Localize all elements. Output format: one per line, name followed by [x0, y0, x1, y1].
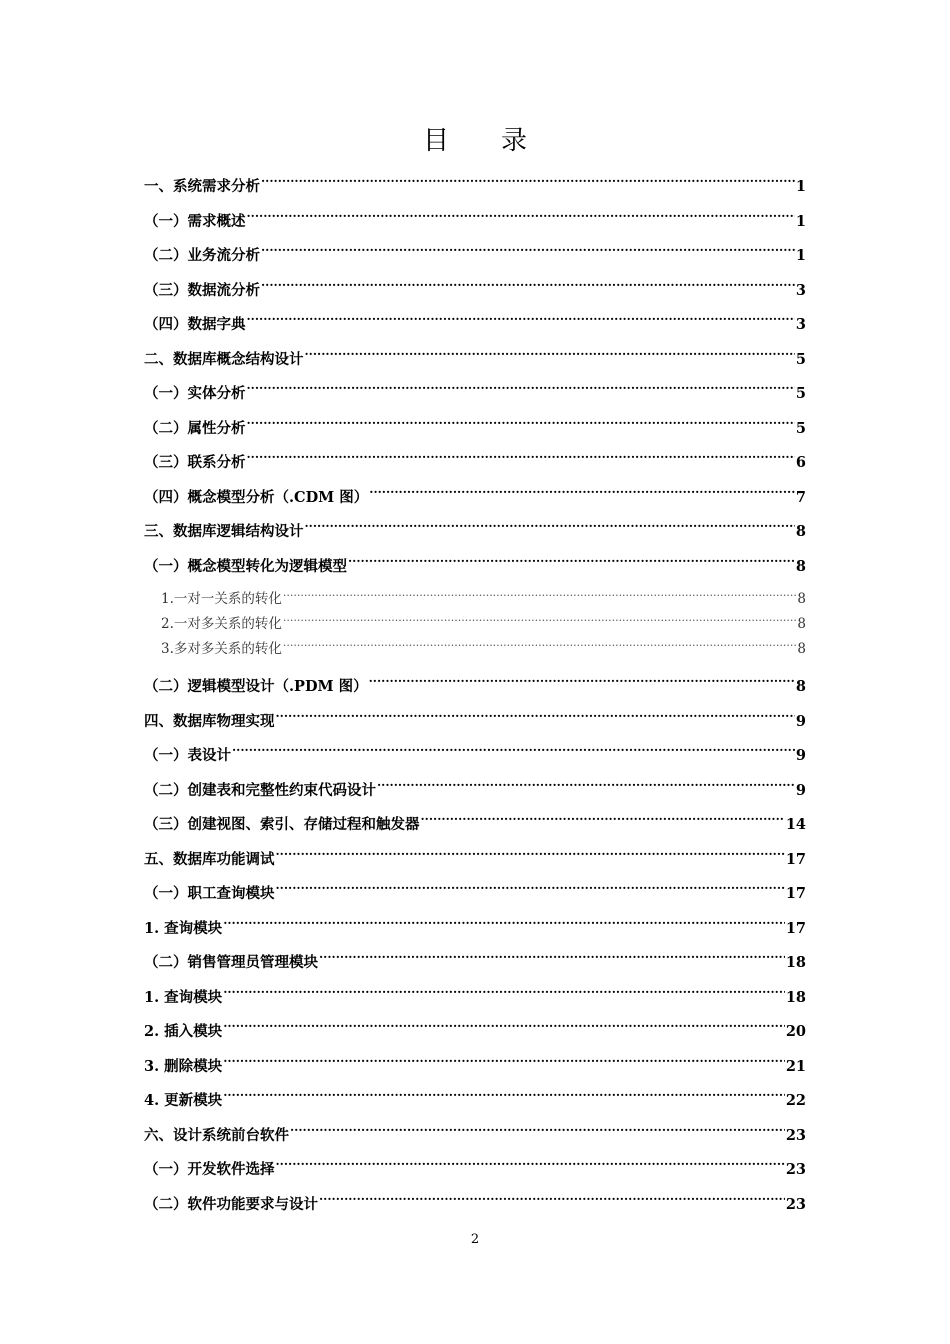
- toc-entry-label: （三）创建视图、索引、存储过程和触发器: [144, 816, 420, 833]
- toc-dot-leader: [276, 884, 785, 899]
- toc-dot-leader: [223, 1022, 785, 1037]
- toc-dot-leader: [223, 918, 785, 933]
- toc-entry-page-number: 23: [785, 1195, 806, 1213]
- toc-entry-label: 4. 更新模块: [144, 1092, 223, 1109]
- toc-entry[interactable]: [144, 810, 806, 840]
- toc-entry-label: （一）开发软件选择: [144, 1161, 275, 1178]
- toc-entry[interactable]: [144, 672, 806, 702]
- toc-entry-page-number: 8: [797, 640, 806, 657]
- toc-dot-leader: [319, 953, 785, 968]
- toc-entry[interactable]: [144, 587, 806, 611]
- toc-entry[interactable]: [144, 448, 806, 478]
- toc-dot-leader: [319, 1194, 785, 1209]
- toc-entry-page-number: 21: [785, 1057, 806, 1075]
- toc-entry[interactable]: [144, 483, 806, 513]
- toc-entry[interactable]: [144, 776, 806, 806]
- toc-entry-page-number: 20: [785, 1023, 806, 1040]
- toc-entry-page-number: 5: [795, 419, 806, 437]
- toc-dot-leader: [276, 1160, 785, 1175]
- toc-entry-label: （二）业务流分析: [144, 247, 260, 264]
- toc-dot-leader: [283, 639, 797, 653]
- toc-entry[interactable]: [144, 1086, 806, 1116]
- toc-dot-leader: [348, 556, 795, 571]
- toc-entry-label: （二）逻辑模型设计（.PDM 图）: [144, 678, 368, 695]
- toc-dot-leader: [247, 453, 795, 468]
- toc-entry-label: 三、数据库逻辑结构设计: [144, 523, 304, 540]
- toc-entry-page-number: 14: [785, 816, 806, 833]
- toc-dot-leader: [369, 487, 795, 502]
- toc-dot-leader: [247, 211, 795, 226]
- toc-dot-leader: [369, 677, 795, 692]
- toc-entry[interactable]: [144, 517, 806, 547]
- toc-entry-page-number: 5: [795, 385, 806, 402]
- toc-entry[interactable]: [144, 983, 806, 1013]
- toc-entry-label: 五、数据库功能调试: [144, 850, 275, 868]
- toc-dot-leader: [261, 246, 795, 261]
- toc-entry-page-number: 8: [797, 616, 806, 632]
- toc-entry-page-number: 17: [785, 885, 806, 902]
- toc-entry-label: （二）创建表和完整性约束代码设计: [144, 781, 376, 799]
- toc-entry[interactable]: [144, 914, 806, 944]
- toc-dot-leader: [247, 315, 795, 330]
- toc-entry[interactable]: [144, 612, 806, 636]
- toc-entry[interactable]: [144, 1121, 806, 1151]
- toc-entry[interactable]: [144, 414, 806, 444]
- toc-entry-label: （一）职工查询模块: [144, 885, 275, 902]
- toc-entry-label: 一、系统需求分析: [144, 178, 260, 195]
- toc-entry-label: 3.多对多关系的转化: [161, 640, 282, 657]
- toc-entry-label: 六、设计系统前台软件: [144, 1126, 289, 1144]
- toc-dot-leader: [223, 987, 785, 1002]
- toc-entry-page-number: 9: [795, 781, 806, 799]
- toc-dot-leader: [247, 384, 795, 399]
- toc-entry-page-number: 7: [795, 488, 806, 506]
- toc-entry[interactable]: [144, 741, 806, 771]
- toc-entry-label: 1. 查询模块: [144, 919, 223, 937]
- page-title: 目 录: [422, 126, 527, 156]
- toc-entry-page-number: 17: [785, 850, 806, 868]
- toc-entry-page-number: 8: [797, 591, 806, 607]
- toc-dot-leader: [377, 780, 795, 795]
- toc-entry-label: 四、数据库物理实现: [144, 712, 275, 730]
- toc-entry[interactable]: [144, 276, 806, 306]
- toc-entry-label: 1. 查询模块: [144, 988, 223, 1006]
- toc-entry-label: 1.一对一关系的转化: [161, 591, 282, 607]
- toc-entry-page-number: 8: [795, 678, 806, 695]
- toc-dot-leader: [283, 615, 797, 629]
- toc-entry[interactable]: [144, 379, 806, 409]
- toc-entry-page-number: 17: [785, 919, 806, 937]
- toc-entry-page-number: 23: [785, 1161, 806, 1178]
- toc-entry[interactable]: [144, 241, 806, 271]
- toc-entry-page-number: 22: [785, 1092, 806, 1109]
- toc-dot-leader: [305, 522, 795, 537]
- toc-dot-leader: [276, 849, 785, 864]
- toc-entry-page-number: 3: [795, 281, 806, 299]
- toc-dot-leader: [232, 746, 795, 761]
- toc-dot-leader: [261, 280, 795, 295]
- toc-entry[interactable]: [144, 1017, 806, 1047]
- toc-entry-page-number: 9: [795, 747, 806, 764]
- toc-entry[interactable]: [144, 345, 806, 375]
- toc-entry[interactable]: [144, 1155, 806, 1185]
- toc-dot-leader: [421, 815, 785, 830]
- page-number: 2: [470, 1232, 480, 1247]
- toc-entry-page-number: 6: [795, 454, 806, 471]
- toc-dot-leader: [247, 418, 795, 433]
- toc-dot-leader: [223, 1056, 785, 1071]
- toc-entry[interactable]: [144, 1190, 806, 1220]
- toc-entry-page-number: 9: [795, 712, 806, 730]
- toc-entry-label: （二）属性分析: [144, 419, 246, 437]
- toc-entry[interactable]: [144, 207, 806, 237]
- toc-entry-page-number: 1: [795, 178, 806, 195]
- toc-entry-label: （四）数据字典: [144, 316, 246, 333]
- toc-entry-page-number: 3: [795, 316, 806, 333]
- toc-entry-page-number: 1: [795, 247, 806, 264]
- toc-dot-leader: [283, 590, 797, 604]
- toc-dot-leader: [290, 1125, 785, 1140]
- toc-entry-label: （三）联系分析: [144, 454, 246, 471]
- toc-entry-label: （一）表设计: [144, 747, 231, 764]
- toc-entry-label: 2.一对多关系的转化: [161, 616, 282, 632]
- toc-entry-label: 二、数据库概念结构设计: [144, 350, 304, 368]
- toc-entry-label: （一）需求概述: [144, 212, 246, 230]
- toc-entry[interactable]: [144, 845, 806, 875]
- toc-entry[interactable]: [144, 552, 806, 582]
- toc-dot-leader: [261, 177, 795, 192]
- toc-entry[interactable]: [144, 707, 806, 737]
- toc-entry-label: （一）实体分析: [144, 385, 246, 402]
- toc-entry-label: （一）概念模型转化为逻辑模型: [144, 557, 347, 575]
- toc-entry-page-number: 1: [795, 212, 806, 230]
- toc-entry-label: （二）销售管理员管理模块: [144, 954, 318, 971]
- toc-entry-label: （三）数据流分析: [144, 281, 260, 299]
- toc-entry[interactable]: [144, 172, 806, 202]
- toc-entry-label: （二）软件功能要求与设计: [144, 1195, 318, 1213]
- toc-entry-label: 2. 插入模块: [144, 1023, 223, 1040]
- toc-dot-leader: [305, 349, 795, 364]
- toc-entry[interactable]: [144, 879, 806, 909]
- toc-entry-page-number: 23: [785, 1126, 806, 1144]
- toc-dot-leader: [276, 711, 795, 726]
- toc-entry-page-number: 5: [795, 350, 806, 368]
- toc-entry-page-number: 8: [795, 557, 806, 575]
- toc-entry-page-number: 8: [795, 523, 806, 540]
- toc-entry-page-number: 18: [785, 954, 806, 971]
- toc-entry[interactable]: [144, 948, 806, 978]
- toc-entry-label: 3. 删除模块: [144, 1057, 223, 1075]
- toc-dot-leader: [223, 1091, 785, 1106]
- toc-entry[interactable]: [144, 1052, 806, 1082]
- toc-entry-label: （四）概念模型分析（.CDM 图）: [144, 488, 369, 506]
- toc-entry[interactable]: [144, 310, 806, 340]
- toc-entry[interactable]: [144, 637, 806, 661]
- toc-entry-page-number: 18: [785, 988, 806, 1006]
